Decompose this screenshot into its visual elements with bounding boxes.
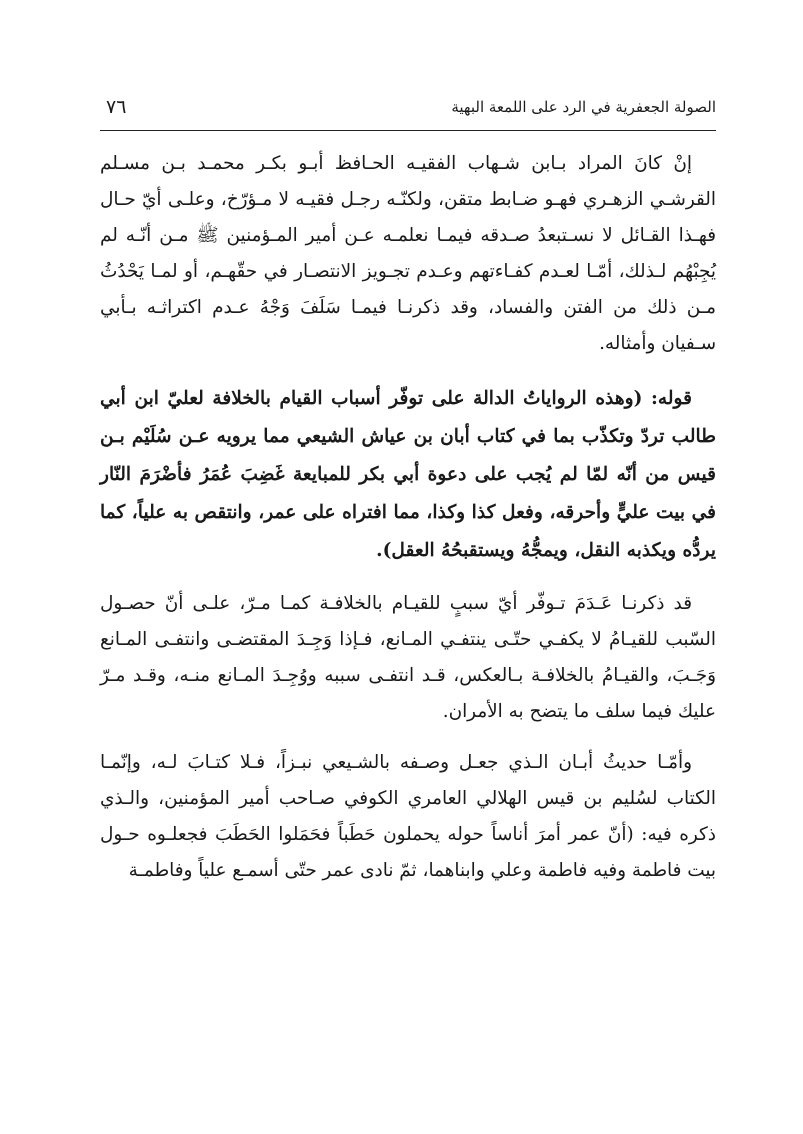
quoted-paragraph: قوله: (وهذه الرواياتُ الدالة على توفّر أسباب القيام بالخلافة لعليّ ابن أبي طالب تردّ وتكذّب بما في كتاب أبان بن عياش الشيعي مما يرويه عـن سُلَيْم بـن قيس من أنّه لمّا لم يُجب على دعوة أبي بكر للمبايعة غَضِبَ عُمَرُ فأضْرَمَ النّار في بيت عليٍّ وأحرقه، وفعل كذا وكذا، مما افتراه على عمر، وانتقص به علياً، كما يردُّه ويكذبه النقل، ويمجُّهُ ويستقبحُهُ العقل).: [100, 388, 716, 561]
page-body: [100, 146, 716, 889]
paragraph-1: إنْ كانَ المراد بـابن شـهاب الفقيـه الحـافظ أبـو بكـر محمـد بـن مسـلم القرشـي الزهـري فهـو ضـابط متقن، ولكنّـه رجـل فقيـه لا مـؤرّخ، وعلـى أيّ حـال فهـذا القـائل لا نسـتبعدُ صـدقه فيمـا نعلمـه عـن أمير المـؤمنين ﷺ مـن أنّـه لم يُجِبْهُم لـذلك، أمّـا لعـدم كفـاءتهم وعـدم تجـويز الانتصـار في حقّهـم، أو لمـا يَحْدُثُ مـن ذلك من الفتن والفساد، وقد ذكرنـا فيمـا سَلَفَ وَجْهُ عـدم اكتراثـه بـأبي سـفيان وأمثاله.: [100, 153, 716, 354]
header-divider: [100, 130, 716, 131]
paragraph-3: قد ذكرنـا عَـدَمَ تـوفّر أيّ سببٍ للقيـام بالخلافـة كمـا مـرّ، علـى أنّ حصـول السّبب للقيـامُ لا يكفـي حتّـى ينتفـي المـانع، فـإذا وَجِـدَ المقتضـى وانتفـى المـانع وَجَـبَ، والقيـامُ بالخلافـة بـالعكس، قـد انتفـى سببه ووُجِـدَ المـانع منـه، وقـد مـرّ عليك فيما سلف ما يتضح به الأمران.: [100, 593, 716, 722]
page-number: ٧٦: [106, 96, 127, 118]
running-title: الصولة الجعفرية في الرد على اللمعة البهية: [451, 98, 716, 116]
page-header: [100, 92, 716, 128]
paragraph-4: وأمّـا حديثُ أبـان الـذي جعـل وصـفه بالشـيعي نبـزاً، فـلا كتـابَ لـه، وإنّمـا الكتاب لسُليم بن قيس الهلالي العامري الكوفي صـاحب أمير المؤمنين، والـذي ذكره فيه: (أنّ عمر أمرَ أناساً حوله يحملون حَطَباً فحَمَلوا الحَطَبَ فجعلـوه حـول بيت فاطمة وفيه فاطمة وعلي وابناهما، ثمّ نادى عمر حتّى أسمـع علياً وفاطمـة: [100, 752, 716, 881]
